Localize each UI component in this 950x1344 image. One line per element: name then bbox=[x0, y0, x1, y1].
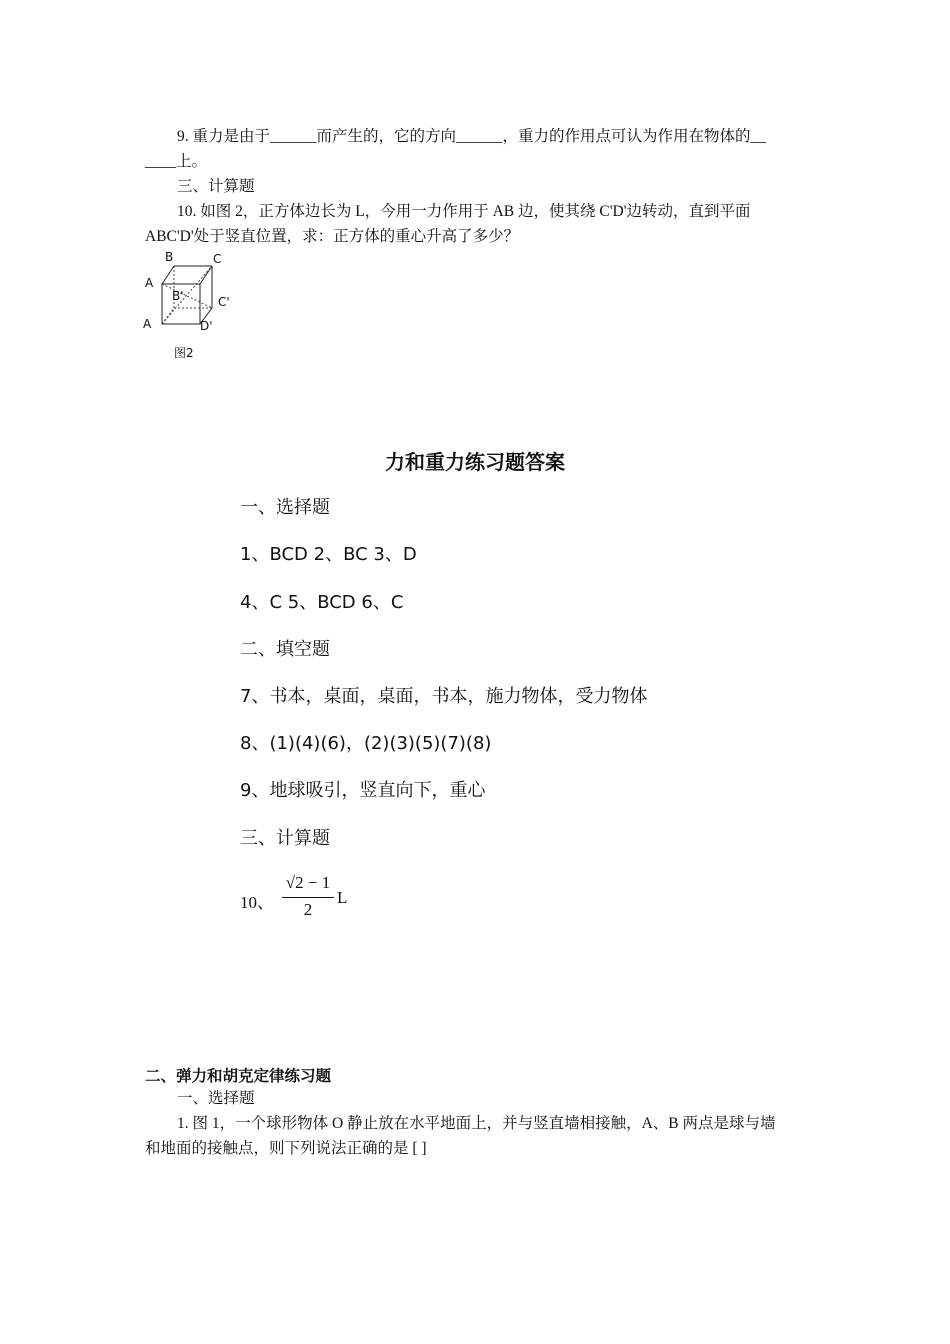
answer-10-numerator: √2 − 1 bbox=[285, 873, 331, 892]
label-c: C bbox=[213, 252, 222, 266]
cube-figure bbox=[140, 250, 250, 365]
section-calculation-heading: 三、计算题 bbox=[177, 178, 255, 195]
q10-line2: ABC'D'处于竖直位置，求：正方体的重心升高了多少？ bbox=[145, 228, 520, 245]
label-d-prime: D' bbox=[200, 319, 213, 333]
answer-7: 7、书本，桌面，桌面，书本，施力物体，受力物体 bbox=[240, 686, 648, 707]
label-a-bottom: A bbox=[143, 317, 152, 331]
answers-section-fill: 二、填空题 bbox=[240, 639, 330, 660]
answer-10-denominator: 2 bbox=[303, 900, 313, 919]
answers-section-calc: 三、计算题 bbox=[240, 828, 330, 849]
q9-line1: 9. 重力是由于______而产生的，它的方向______，重力的作用点可认为作用在物体的__ bbox=[177, 128, 767, 145]
answer-9: 9、地球吸引，竖直向下，重心 bbox=[240, 780, 486, 801]
label-c-prime: C' bbox=[218, 295, 230, 309]
part2-heading: 二、弹力和胡克定律练习题 bbox=[145, 1067, 332, 1085]
answer-8: 8、(1)(4)(6)，(2)(3)(5)(7)(8) bbox=[240, 733, 492, 754]
answers-title: 力和重力练习题答案 bbox=[385, 450, 565, 474]
answer-10-suffix: L bbox=[337, 888, 348, 907]
answer-10-prefix: 10、 bbox=[240, 893, 274, 912]
q9-line2: ____上。 bbox=[145, 153, 208, 170]
answers-row-1: 1、BCD 2、BC 3、D bbox=[240, 544, 417, 565]
fraction-bar bbox=[282, 897, 334, 898]
answers-section-choice: 一、选择题 bbox=[240, 497, 330, 518]
q10-line1: 10. 如图 2，正方体边长为 L，今用一力作用于 AB 边，使其绕 C'D'边转动，直到平面 bbox=[177, 203, 751, 220]
part2-q1-line2: 和地面的接触点，则下列说法正确的是 [ ] bbox=[145, 1140, 427, 1157]
part2-q1-line1: 1. 图 1，一个球形物体 O 静止放在水平地面上，并与竖直墙相接触，A、B 两点是球与墙 bbox=[177, 1115, 776, 1132]
label-b: B bbox=[165, 250, 174, 264]
cube-diagram bbox=[140, 250, 250, 365]
label-b-prime: B' bbox=[172, 289, 184, 303]
answers-row-2: 4、C 5、BCD 6、C bbox=[240, 592, 404, 613]
part2-section-choice: 一、选择题 bbox=[177, 1090, 255, 1107]
figure-caption: 图2 bbox=[174, 346, 194, 360]
label-a-top: A bbox=[145, 276, 154, 290]
